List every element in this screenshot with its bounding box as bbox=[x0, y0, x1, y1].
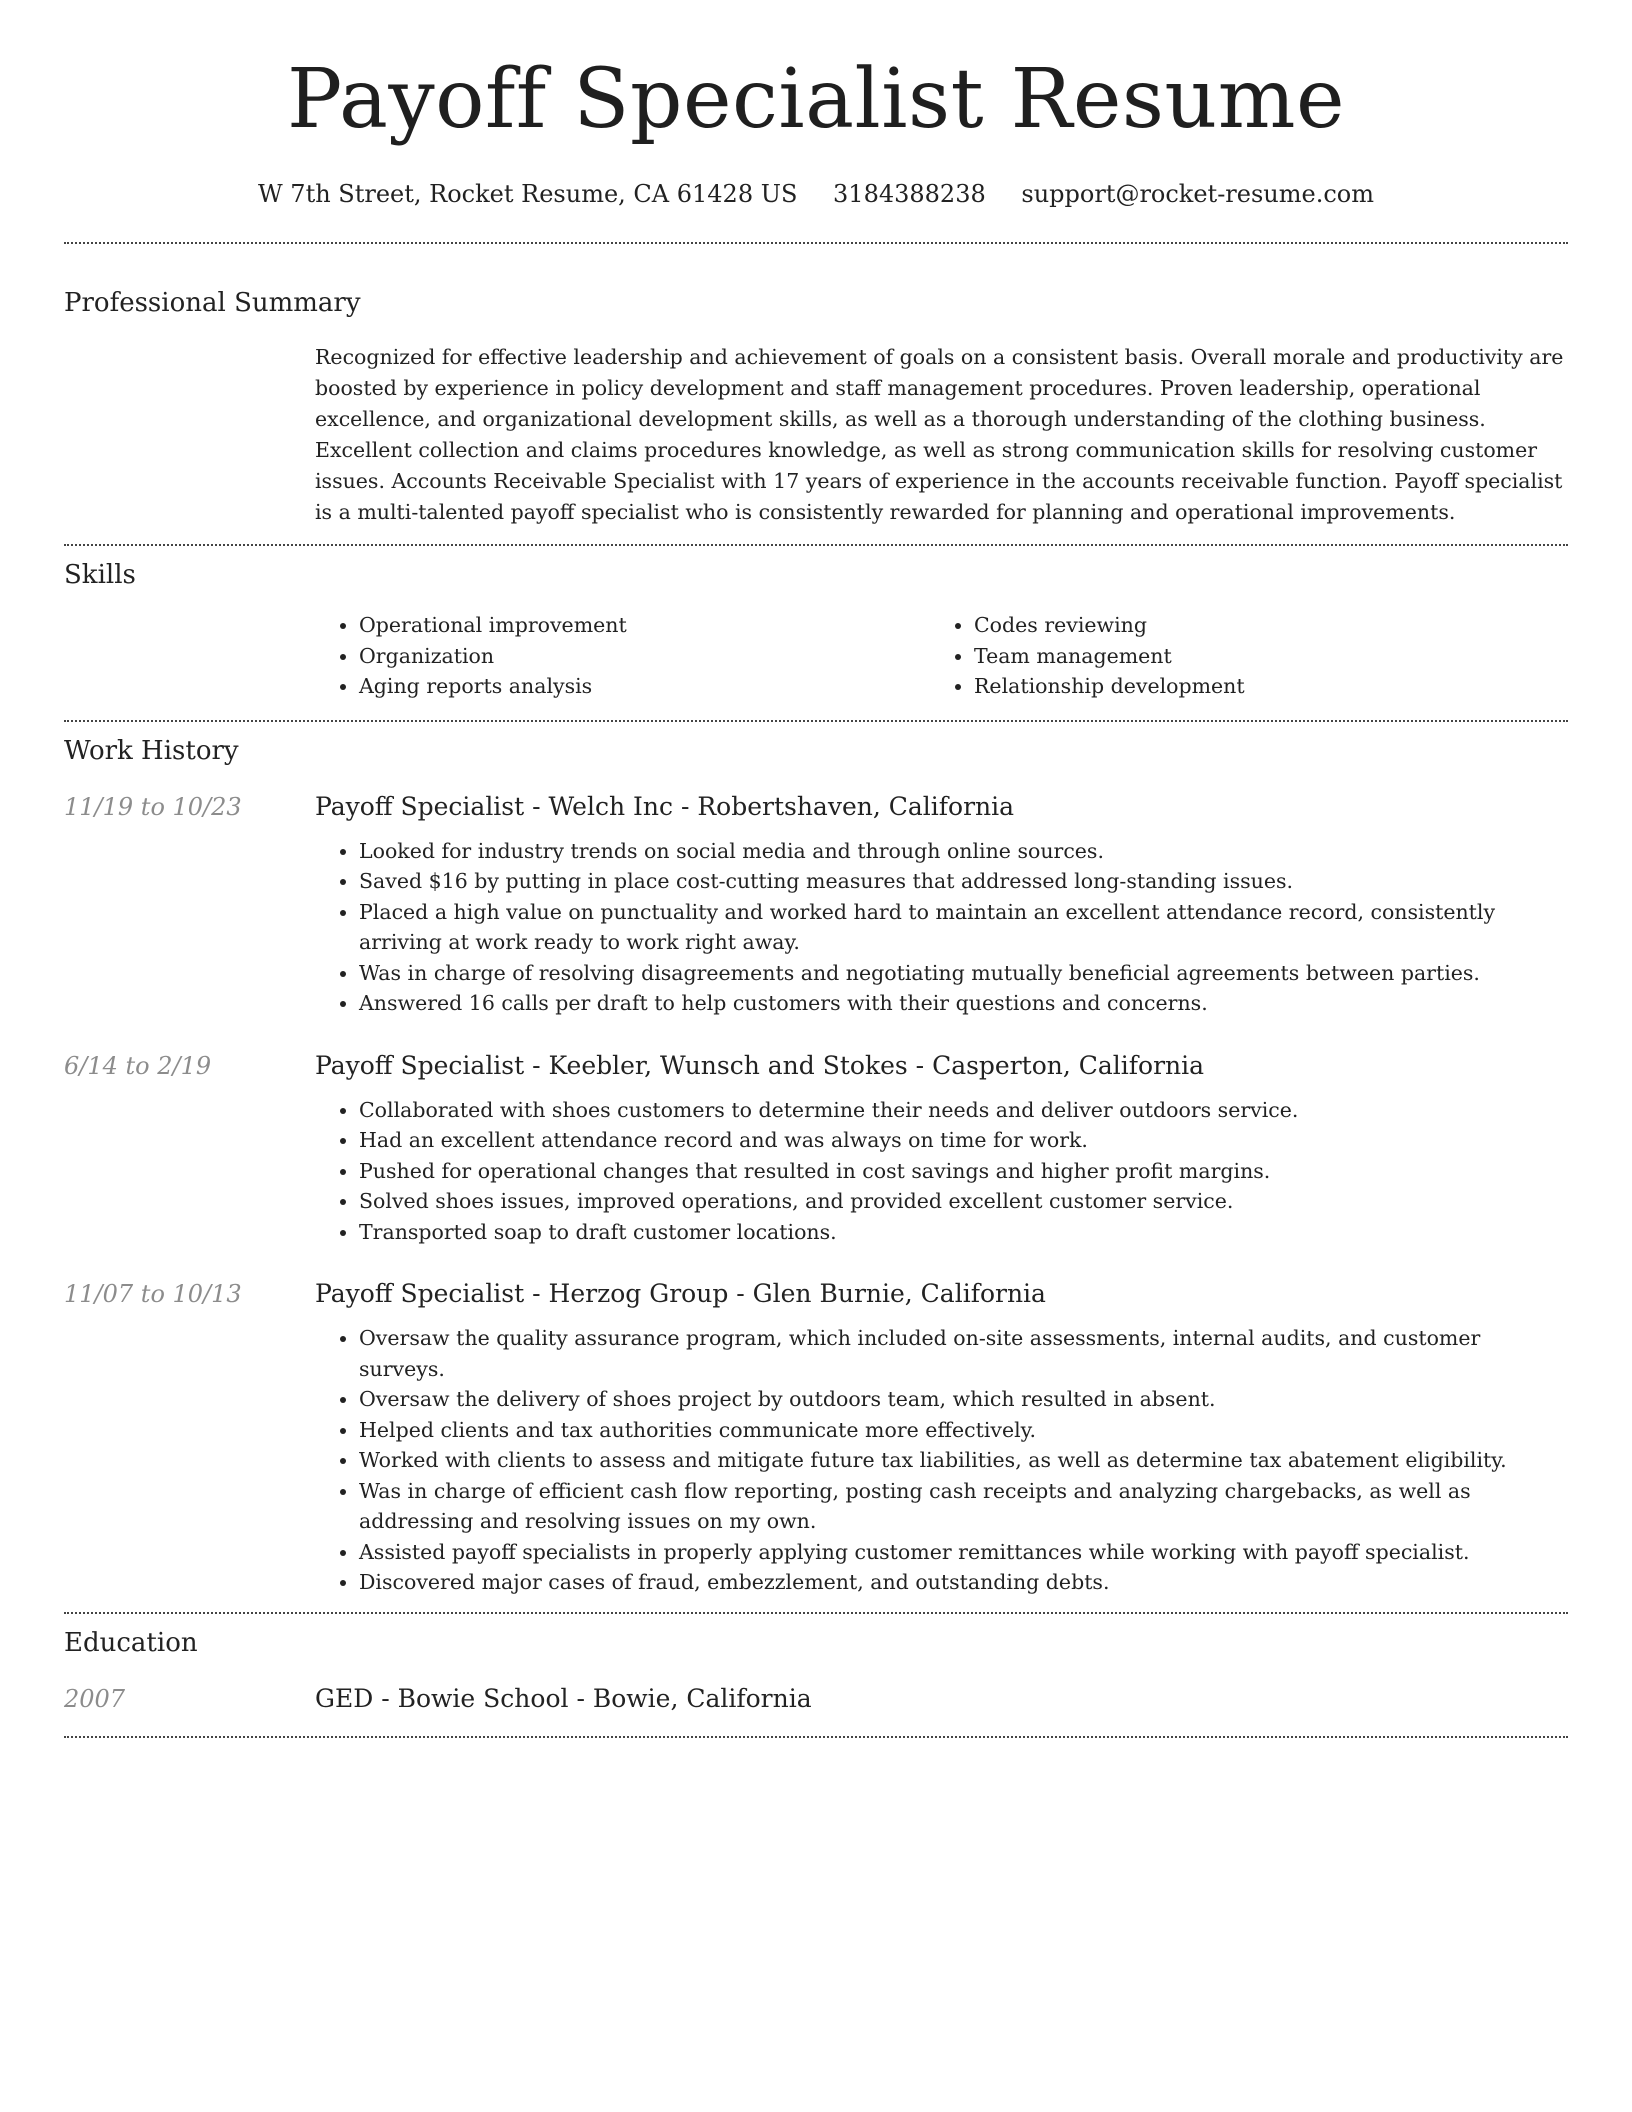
skill-item: • Codes reviewing bbox=[974, 610, 1545, 641]
job-entry bbox=[64, 790, 1568, 1019]
job-bullet: • Was in charge of efficient cash flow reporting, posting cash receipts and analyzing chargebacks, as well as addressing and resolving issues on my own. bbox=[359, 1476, 1568, 1537]
job-body bbox=[315, 1277, 1568, 1598]
skill-item: • Aging reports analysis bbox=[359, 671, 930, 702]
job-entry bbox=[64, 1049, 1568, 1248]
education-section bbox=[64, 1614, 1568, 1736]
skill-item: • Relationship development bbox=[974, 671, 1545, 702]
section-heading-work: Work History bbox=[64, 735, 239, 766]
job-bullet: • Worked with clients to assess and mitigate future tax liabilities, as well as determine tax abatement eligibility. bbox=[359, 1445, 1568, 1476]
job-bullet: • Placed a high value on punctuality and worked hard to maintain an excellent attendance record, consistently arriving at work ready to work right away. bbox=[359, 897, 1568, 958]
divider bbox=[64, 1736, 1568, 1738]
job-dates: 11/07 to 10/13 bbox=[64, 1280, 242, 1308]
section-heading-skills: Skills bbox=[64, 560, 136, 590]
job-bullet: • Answered 16 calls per draft to help customers with their questions and concerns. bbox=[359, 988, 1568, 1019]
education-title: GED - Bowie School - Bowie, California bbox=[315, 1683, 812, 1713]
job-bullets bbox=[315, 836, 1568, 1019]
job-bullet: • Helped clients and tax authorities communicate more effectively. bbox=[359, 1415, 1568, 1446]
work-history-section bbox=[64, 722, 1568, 1612]
skills-grid bbox=[315, 610, 1568, 702]
job-bullets bbox=[315, 1095, 1568, 1248]
skills-section bbox=[64, 546, 1568, 720]
skill-item: • Organization bbox=[359, 641, 930, 672]
summary-section bbox=[64, 244, 1568, 528]
job-body bbox=[315, 790, 1568, 1019]
job-bullet: • Had an excellent attendance record and was always on time for work. bbox=[359, 1125, 1568, 1156]
skill-item: • Team management bbox=[974, 641, 1545, 672]
job-bullet: • Solved shoes issues, improved operations, and provided excellent customer service. bbox=[359, 1186, 1568, 1217]
education-entry bbox=[64, 1682, 1568, 1716]
job-bullets bbox=[315, 1323, 1568, 1598]
contact-phone: 3184388238 bbox=[833, 180, 986, 208]
job-title: Payoff Specialist - Keebler, Wunsch and Stokes - Casperton, California bbox=[315, 1050, 1205, 1080]
job-bullet: • Discovered major cases of fraud, embezzlement, and outstanding debts. bbox=[359, 1567, 1568, 1598]
job-bullet: • Pushed for operational changes that resulted in cost savings and higher profit margins. bbox=[359, 1156, 1568, 1187]
section-heading-summary: Professional Summary bbox=[64, 288, 361, 318]
job-dates: 6/14 to 2/19 bbox=[64, 1051, 212, 1080]
job-body bbox=[315, 1049, 1568, 1248]
job-bullet: • Assisted payoff specialists in properly applying customer remittances while working with payoff specialist. bbox=[359, 1537, 1568, 1568]
job-bullet: • Oversaw the delivery of shoes project by outdoors team, which resulted in absent. bbox=[359, 1384, 1568, 1415]
job-bullet: • Oversaw the quality assurance program, which included on-site assessments, internal audits, and customer surveys. bbox=[359, 1323, 1568, 1384]
job-bullet: • Saved $16 by putting in place cost-cutting measures that addressed long-standing issues. bbox=[359, 866, 1568, 897]
contact-address: W 7th Street, Rocket Resume, CA 61428 US bbox=[258, 180, 798, 208]
page-title: Payoff Specialist Resume bbox=[286, 52, 1346, 147]
skill-item: • Operational improvement bbox=[359, 610, 930, 641]
job-title: Payoff Specialist - Herzog Group - Glen Burnie, California bbox=[315, 1279, 1046, 1308]
job-bullet: • Was in charge of resolving disagreements and negotiating mutually beneficial agreements between parties. bbox=[359, 958, 1568, 989]
job-bullet: • Collaborated with shoes customers to determine their needs and deliver outdoors service. bbox=[359, 1095, 1568, 1126]
section-heading-education: Education bbox=[64, 1627, 198, 1658]
job-bullet: • Transported soap to draft customer locations. bbox=[359, 1217, 1568, 1248]
skills-column-right bbox=[930, 610, 1545, 702]
contact-email: support@rocket-resume.com bbox=[1021, 180, 1374, 208]
job-bullet: • Looked for industry trends on social media and through online sources. bbox=[359, 836, 1568, 867]
skills-column-left bbox=[315, 610, 930, 702]
contact-line bbox=[64, 178, 1568, 210]
job-title: Payoff Specialist - Welch Inc - Robertshaven, California bbox=[315, 791, 1015, 821]
job-dates: 11/19 to 10/23 bbox=[64, 792, 242, 821]
education-year: 2007 bbox=[64, 1684, 126, 1713]
job-entry bbox=[64, 1277, 1568, 1598]
summary-text: Recognized for effective leadership and achievement of goals on a consistent basis. Overall morale and productivity are boosted by experience in policy development and staff management procedures. Proven leadership, operational excellence, and organizational development skills, as well as a thorough understanding of the clothing business. Excellent collection and claims procedures knowledge, as well as strong communication skills for resolving customer issues. Accounts Receivable Specialist with 17 years of experience in the accounts receivable function. Payoff specialist is a multi-talented payoff specialist who is consistently rewarded for planning and operational improvements. bbox=[315, 345, 1564, 524]
